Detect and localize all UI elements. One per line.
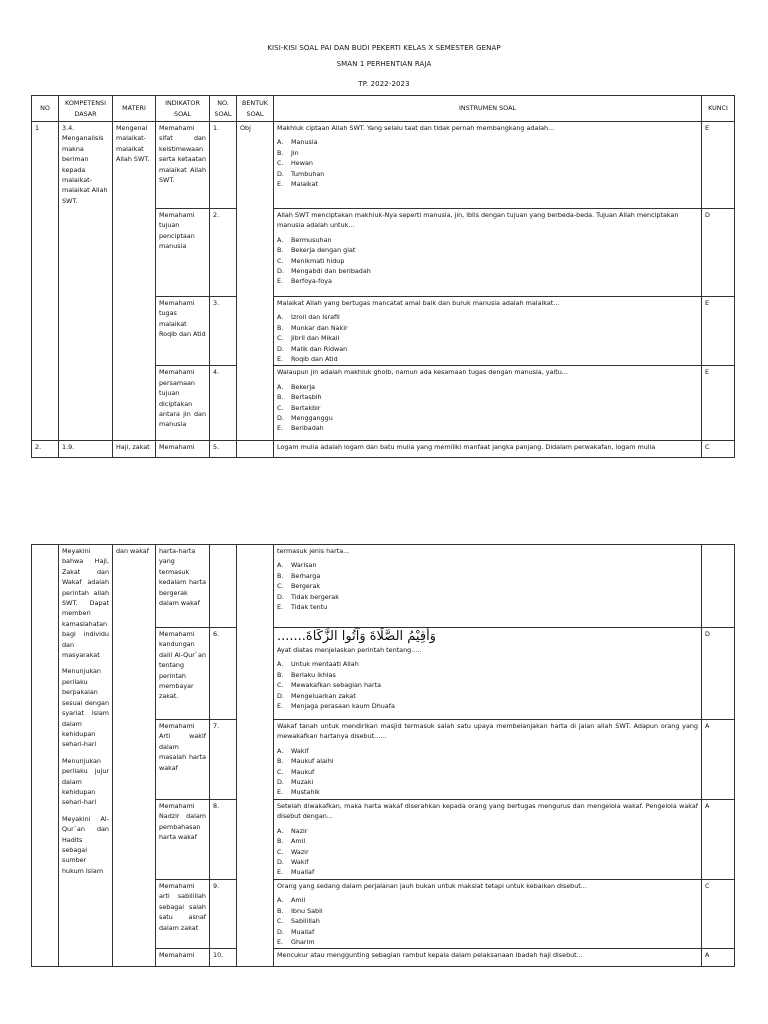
instrumen-soal xyxy=(274,122,702,209)
question-text: Walaupun jin adalah makhluk ghoib, namun ada kesamaan tugas dengan manusia, yaitu... xyxy=(277,368,568,377)
option-list xyxy=(277,137,698,189)
option: E. Beribadah xyxy=(277,424,324,433)
option: E. Mustahik xyxy=(277,788,320,797)
row-no: 1 xyxy=(32,122,59,441)
option: E. Tidak tentu xyxy=(277,603,328,612)
no-soal: 6. xyxy=(210,628,237,720)
option: C. Bergerak xyxy=(277,582,321,591)
option: D. Tumbuhan xyxy=(277,169,325,178)
col-header-no-soal: NO. SOAL xyxy=(210,96,237,122)
instrumen-soal xyxy=(274,297,702,366)
option: C. Menikmati hidup xyxy=(277,256,345,265)
option: C. Wazir xyxy=(277,847,309,856)
option: B. Berlaku ikhlas xyxy=(277,670,336,679)
option: D. Tidak bergerak xyxy=(277,592,339,601)
indikator: Memahami Nadzir dalam pembahasan harta wakaf xyxy=(156,800,210,880)
option: A. Manusia xyxy=(277,138,318,147)
no-soal: 3. xyxy=(210,297,237,366)
col-header-indikator: INDIKATOR SOAL xyxy=(156,96,210,122)
option-list xyxy=(277,659,698,711)
kunci: A xyxy=(702,720,735,800)
question-text: termasuk jenis harta... xyxy=(277,547,350,555)
col-header-instrumen: INSTRUMEN SOAL xyxy=(274,96,702,122)
option: C. Sabilillah xyxy=(277,917,320,926)
indikator: Memahami tugas malaikat Roqib dan Atid xyxy=(156,297,210,366)
no-soal: 8. xyxy=(210,800,237,880)
bentuk-soal xyxy=(237,545,274,967)
row-no: 2. xyxy=(32,441,59,458)
option-list xyxy=(277,895,698,947)
kisi-kisi-table-page-1 xyxy=(31,95,735,458)
option: B. Berharga xyxy=(277,571,321,580)
col-header-kunci: KUNCI xyxy=(702,96,735,122)
option: B. Maukuf alaihi xyxy=(277,757,334,766)
question-text: Logam mulia adalah logam dan batu mulia yang memiliki manfaat jangka panjang. Didalam perwakafan, logam mulia xyxy=(274,441,702,458)
option: B. Amil xyxy=(277,837,306,846)
option: D. Wakif xyxy=(277,858,309,867)
question-text: Malaikat Allah yang bertugas mancatat amal baik dan buruk manusia adalah malaikat... xyxy=(277,299,560,307)
option: A. Amil xyxy=(277,896,306,905)
option-list xyxy=(277,312,698,364)
materi: dan wakaf xyxy=(113,545,156,967)
col-header-bentuk: BENTUK SOAL xyxy=(237,96,274,122)
instrumen-soal xyxy=(274,880,702,949)
option: A. Untuk mentaati Allah xyxy=(277,660,359,669)
kunci: E xyxy=(702,366,735,441)
question-text: Makhluk ciptaan Allah SWT. Yang selalu taat dan tidak pernah membangkang adalah... xyxy=(277,124,555,132)
instrumen-soal xyxy=(274,720,702,800)
materi: Haji, zakat xyxy=(113,441,156,458)
kd-text: Menunjukan perilaku jujur dalam kehidupan sehari-hari xyxy=(62,756,109,807)
kunci: E xyxy=(702,122,735,209)
bentuk-soal xyxy=(237,441,274,458)
option: E. Berfoya-foya xyxy=(277,277,332,286)
kompetensi-dasar: 3.4. Menganalisis makna beriman kepada malaikat-malaikat Allah SWT. xyxy=(59,122,113,441)
indikator: Memahami xyxy=(156,441,210,458)
question-text: Allah SWT menciptakan makhluk-Nya seperti manusia, jin, iblis dengan tujuan yang berbeda-beda. Tujuan Allah menciptakan manusia adalah untuk... xyxy=(277,211,679,230)
option: B. Ibnu Sabil xyxy=(277,906,323,915)
kisi-kisi-table-page-2 xyxy=(31,544,735,967)
kunci: D xyxy=(702,209,735,297)
question-text: Wakaf tanah untuk mendirikan masjid termasuk salah satu upaya membelanjakan harta di jalan allah SWT. Adapun orang yang mewakafkan hartanya disebut...... xyxy=(277,722,698,741)
no-soal xyxy=(210,545,237,628)
option: D. Mengganggu xyxy=(277,414,333,423)
option: D. Muallaf xyxy=(277,927,315,936)
no-soal: 1. xyxy=(210,122,237,209)
no-soal: 5. xyxy=(210,441,237,458)
option-list xyxy=(277,826,698,878)
option: E. Roqib dan Atid xyxy=(277,355,338,364)
kompetensi-dasar: 1.9. xyxy=(59,441,113,458)
no-soal: 10. xyxy=(210,949,237,967)
option: E. Muallaf xyxy=(277,868,315,877)
bentuk-soal: Obj xyxy=(237,122,274,441)
kunci: A xyxy=(702,949,735,967)
school-name: SMAN 1 PERHENTIAN RAJA xyxy=(336,60,432,68)
indikator: Memahami kandungan dalil Al-Qur`an tentang perintah membayar zakat. xyxy=(156,628,210,720)
arabic-verse: وَأَقِيْمُ الصَّلَاةَ وَآتُوا الزَّكَاةَ....... xyxy=(277,629,436,644)
option: C. Mewakafkan sebagian harta xyxy=(277,681,382,690)
indikator: Memahami xyxy=(156,949,210,967)
question-text: Setelah diwakafkan, maka harta wakaf diserahkan kepada orang yang bertugas mengurus dan mengelola wakaf. Pengelola wakaf disebut dengan... xyxy=(277,802,698,821)
kompetensi-dasar xyxy=(59,545,113,967)
option: C. Hewan xyxy=(277,159,313,168)
kd-text: Menunjukan perilaku berpakaian sesuai dengan syariat Islam dalam kehidupan sehari-hari xyxy=(62,667,109,749)
option-list xyxy=(277,382,698,434)
option: B. Jin xyxy=(277,148,299,157)
table-row xyxy=(32,545,735,628)
indikator: Memahami Arti wakif dalam masalah harta wakaf xyxy=(156,720,210,800)
materi: Mengenal malaikat-malaikat Allah SWT. xyxy=(113,122,156,441)
col-header-no: NO xyxy=(32,96,59,122)
option: A. Nazir xyxy=(277,826,308,835)
indikator: Memahami sifat dan keistimewaan serta ketaatan malaikat Allah SWT. xyxy=(156,122,210,209)
option: B. Bertasbih xyxy=(277,393,322,402)
option-list xyxy=(277,560,698,612)
school-year: TP. 2022-2023 xyxy=(358,80,410,88)
option: C. Maukuf xyxy=(277,767,315,776)
option: D. Mengeluarkan zakat xyxy=(277,691,356,700)
option: A. Izroil dan Israfil xyxy=(277,313,340,322)
option: A. Bermusuhan xyxy=(277,235,332,244)
kunci: E xyxy=(702,297,735,366)
table-row xyxy=(32,122,735,209)
kunci: C xyxy=(702,880,735,949)
option: B. Bekerja dengan giat xyxy=(277,246,356,255)
col-header-materi: MATERI xyxy=(113,96,156,122)
no-soal: 4. xyxy=(210,366,237,441)
option: C. Bertakbir xyxy=(277,403,321,412)
col-header-kd: KOMPETENSI DASAR xyxy=(59,96,113,122)
indikator: Memahami persamaan tujuan diciptakan antara jin dan manusia xyxy=(156,366,210,441)
instrumen-soal xyxy=(274,800,702,880)
option: A. Bekerja xyxy=(277,382,316,391)
instrumen-soal xyxy=(274,209,702,297)
row-no xyxy=(32,545,59,967)
table-header-row xyxy=(32,96,735,122)
document-title: KISI-KISI SOAL PAI DAN BUDI PEKERTI KELAS X SEMESTER GENAP xyxy=(267,44,501,52)
option: A. Wakif xyxy=(277,746,309,755)
kunci: C xyxy=(702,441,735,458)
option: D. Muzaki xyxy=(277,778,314,787)
option: D. Malik dan Ridwan xyxy=(277,344,348,353)
no-soal: 9. xyxy=(210,880,237,949)
instrumen-soal xyxy=(274,545,702,628)
option: A. Warisan xyxy=(277,561,317,570)
option-list xyxy=(277,746,698,798)
option: B. Munkar dan Nakir xyxy=(277,323,348,332)
option: E. Gharim xyxy=(277,938,315,947)
option: E. Malaikat xyxy=(277,180,318,189)
indikator: Memahami tujuan penciptaan manusia xyxy=(156,209,210,297)
kd-text: Meyakini bahwa Haji, Zakat dan Wakaf adalah perintah allah SWT. Dapat memberi kamaslahatan bagi individu dan masyarakat xyxy=(62,547,109,660)
option-list xyxy=(277,235,698,287)
table-row xyxy=(32,441,735,458)
no-soal: 2. xyxy=(210,209,237,297)
instrumen-soal xyxy=(274,628,702,720)
kunci: A xyxy=(702,800,735,880)
question-text: Orang yang sedang dalam perjalanan jauh bukan untuk maksiat tetapi untuk kebaikan disebut... xyxy=(277,882,587,890)
option: C. Jibril dan Mikail xyxy=(277,334,340,343)
option: E. Menjaga perasaan kaum Dhuafa xyxy=(277,702,395,711)
kunci xyxy=(702,545,735,628)
indikator: Memahami arti sabilillah sebagai salah satu asnaf dalam zakat xyxy=(156,880,210,949)
instrumen-soal xyxy=(274,366,702,441)
question-text: Ayat diatas menjelaskan perintah tentang..... xyxy=(277,646,422,654)
question-text: Mencukur atau menggunting sebagian rambut kepala dalam pelaksanaan ibadah haji disebut... xyxy=(274,949,702,967)
indikator: harta-harta yang termasuk kedalam harta bergerak dalam wakaf xyxy=(156,545,210,628)
kd-text: Meyakini Al-Qur`an dan Hadits sebagai sumber hukum Islam xyxy=(62,814,109,875)
kunci: D xyxy=(702,628,735,720)
option: D. Mengabdi dan beribadah xyxy=(277,267,371,276)
no-soal: 7. xyxy=(210,720,237,800)
